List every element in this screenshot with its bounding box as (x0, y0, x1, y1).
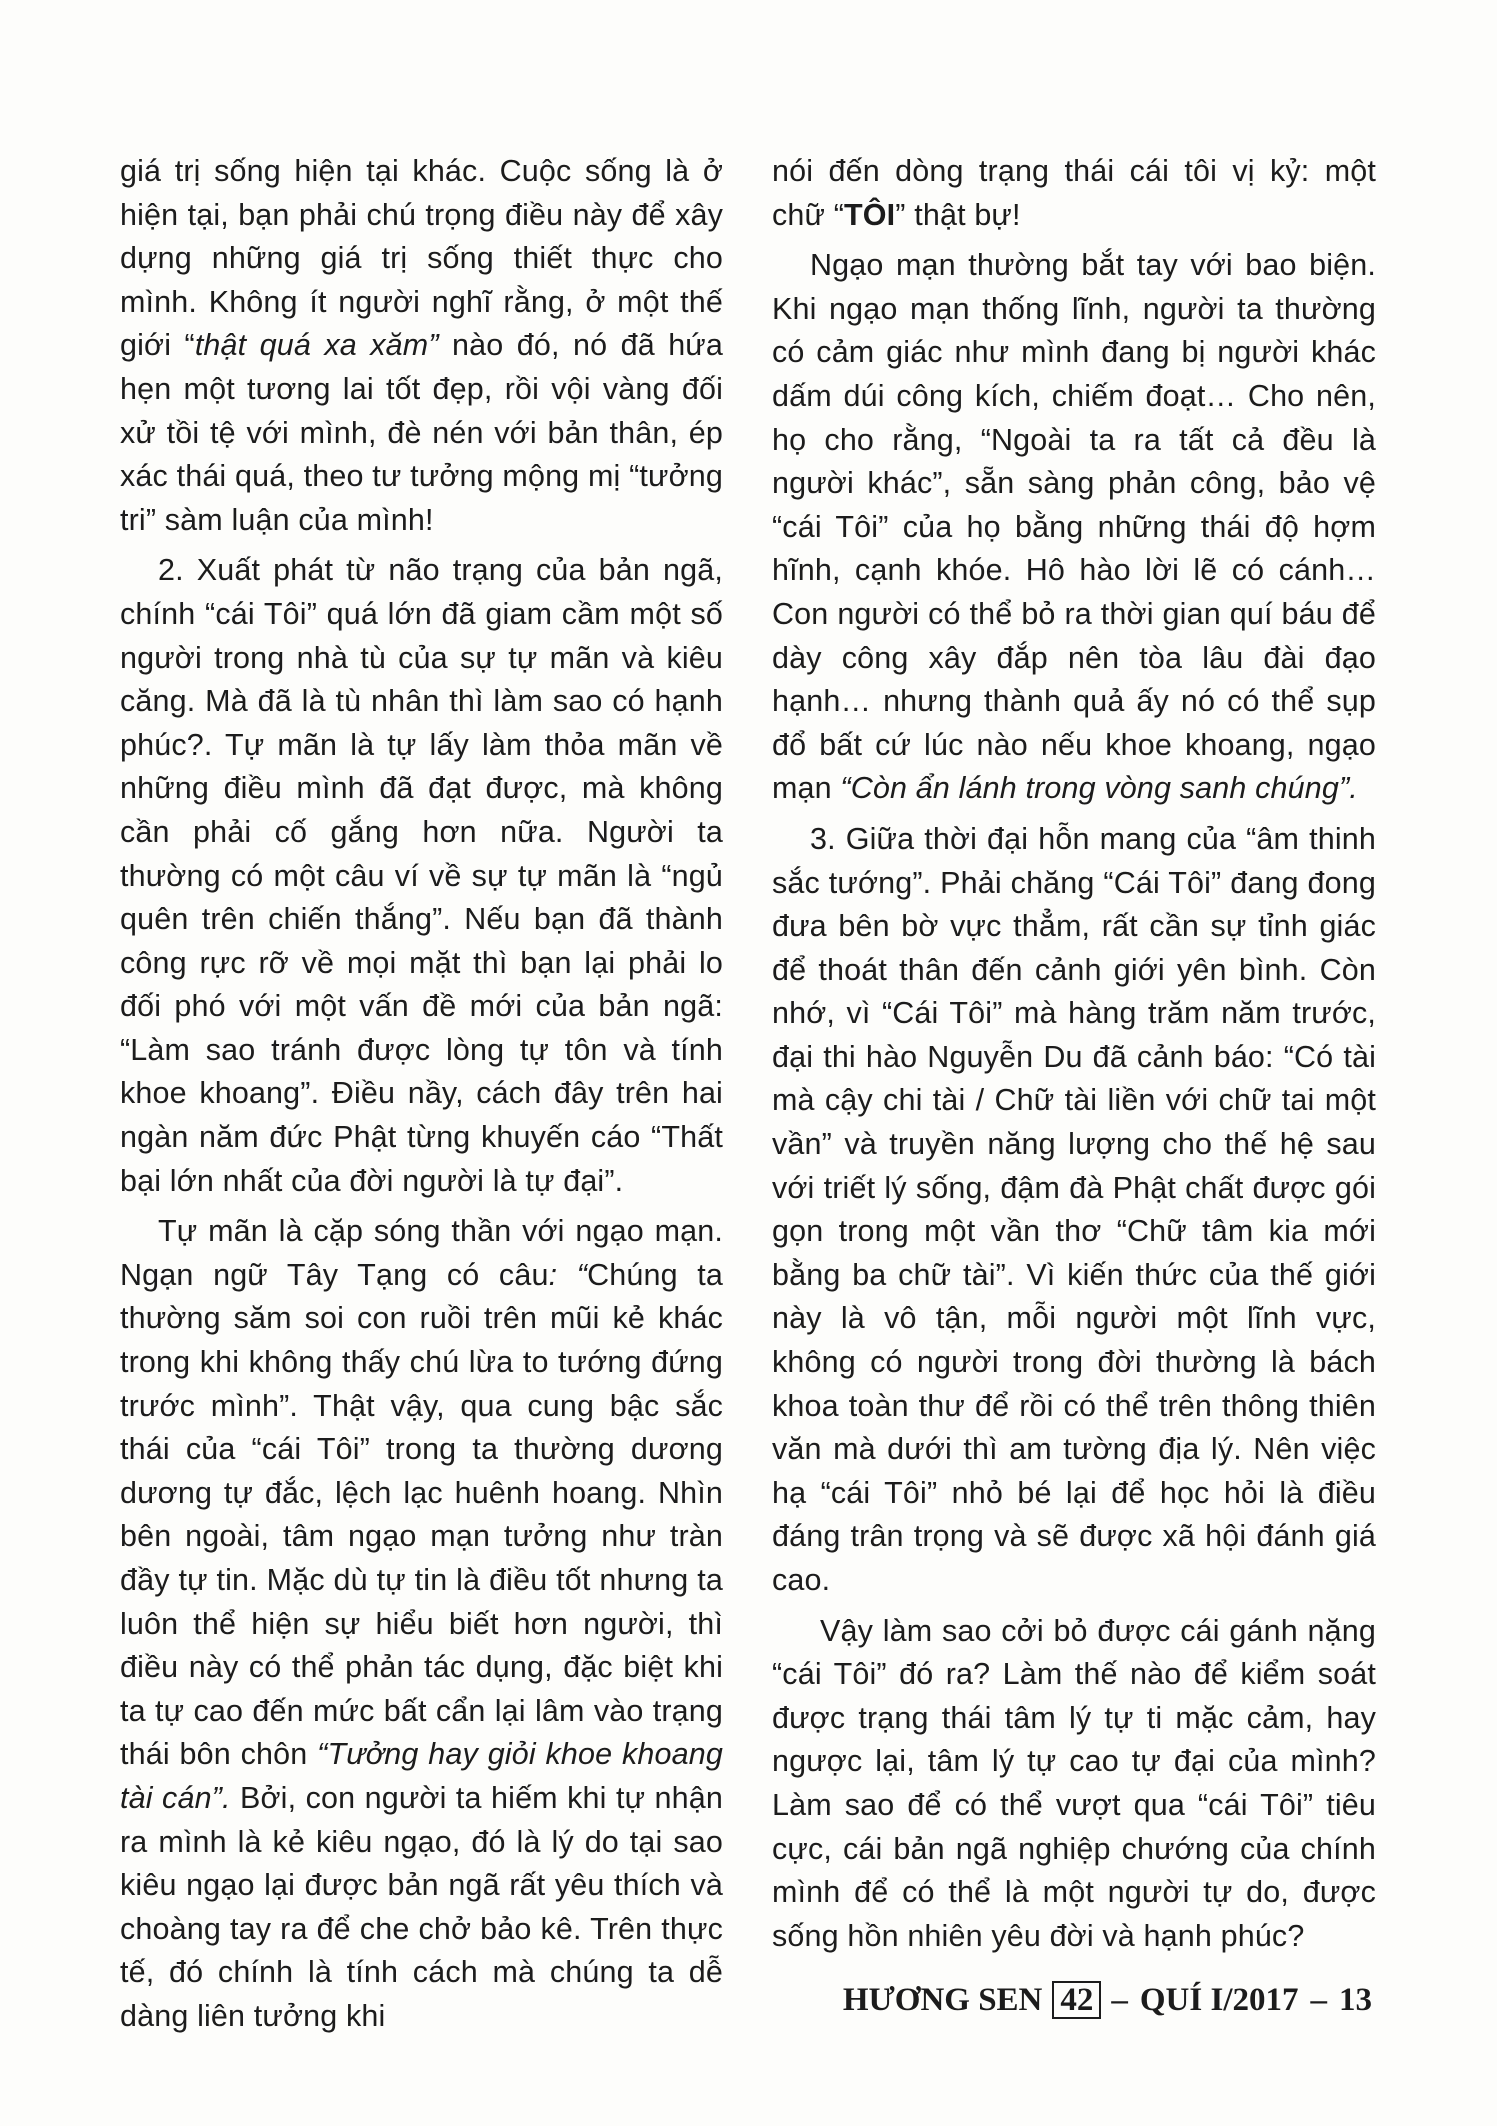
paragraph (772, 150, 1376, 237)
left-column (120, 150, 723, 2046)
paragraph: Vậy làm sao cởi bỏ được cái gánh nặng “cái Tôi” đó ra? Làm thế nào để kiểm soát được trạng thái tâm lý tự ti mặc cảm, hay ngược lại, tâm lý tự cao tự đại của mình? Làm sao để có thể vượt qua “cái Tôi” tiêu cực, cái bản ngã nghiệp chướng của chính mình để có thể là một người tự do, được sống hồn nhiên yêu đời và hạnh phúc? (772, 1613, 1376, 1953)
italic-text: “Tưởng hay giỏi khoe khoang tài cán”. (120, 1737, 723, 1815)
page-number: 13 (1339, 1982, 1372, 2018)
issue-period: QUÍ I/2017 (1139, 1982, 1299, 2018)
paragraph (772, 244, 1376, 811)
paragraph: 3. Giữa thời đại hỗn mang của “âm thinh sắc tướng”. Phải chăng “Cái Tôi” đang đong đưa bên bờ vực thẳm, rất cần sự tỉnh giác để thoát thân đến cảnh giới yên bình. Còn nhớ, vì “Cái Tôi” mà hàng trăm năm trước, đại thi hào Nguyễn Du đã cảnh báo: “Có tài mà cậy chi tài / Chữ tài liền với chữ tai một vần” và truyền năng lượng cho thế hệ sau với triết lý sống, đậm đà Phật chất được gói gọn trong một vần thơ “Chữ tâm kia mới bằng ba chữ tài”. Vì kiến thức của thế giới này là vô tận, mỗi người một lĩnh vực, không có người trong đời thường là bách khoa toàn thư để rồi có thể trên thông thiên văn mà dưới thì am tường địa lý. Nên việc hạ “cái Tôi” nhỏ bé lại để học hỏi là điều đáng trân trọng và sẽ được xã hội đánh giá cao. (772, 821, 1376, 1597)
bold-text: TÔI (844, 197, 896, 232)
text-run: Tự mãn là cặp sóng thần với ngạo mạn. Ngạn ngữ Tây Tạng có câu (120, 1214, 723, 1292)
dash: – (1111, 1982, 1128, 2018)
paragraph (120, 150, 723, 542)
paragraph (120, 1210, 723, 2038)
text-run: Chúng ta thường săm soi con ruồi trên mũi kẻ khác trong khi không thấy chú lừa to tướng đứng trước mình”. Thật vậy, qua cung bậc sắc thái của “cái Tôi” trong ta thường dương dương tự đắc, lệch lạc huênh hoang. Nhìn bên ngoài, tâm ngạo mạn tưởng như tràn đầy tự tin. Mặc dù tự tin là điều tốt nhưng ta luôn thể hiện sự hiểu biết hơn người, thì điều này có thể phản tác dụng, đặc biệt khi ta tự cao đến mức bất cẩn lại lâm vào trạng thái bôn chôn (120, 1257, 723, 1772)
dash: – (1310, 1982, 1327, 2018)
text-run: ” thật bự! (895, 197, 1021, 232)
text-run: nào đó, nó đã hứa hẹn một tương lai tốt đẹp, rồi vội vàng đối xử tồi tệ với mình, đè nén với bản thân, ép xác thái quá, theo tư tưởng mộng mị “tưởng tri” sàm luận của mình! (120, 328, 723, 537)
paragraph: 2. Xuất phát từ não trạng của bản ngã, chính “cái Tôi” quá lớn đã giam cầm một số người trong nhà tù của sự tự mãn và kiêu căng. Mà đã là tù nhân thì làm sao có hạnh phúc?. Tự mãn là tự lấy làm thỏa mãn về những điều mình đã đạt được, mà không cần phải cố gắng hơn nữa. Người ta thường có một câu ví về sự tự mãn là “ngủ quên trên chiến thắng”. Nếu bạn đã thành công rực rỡ về mọi mặt thì bạn lại phải lo đối phó với một vấn đề mới của bản ngã: “Làm sao tránh được lòng tự tôn và tính khoe khoang”. Điều nầy, cách đây trên hai ngàn năm đức Phật từng khuyến cáo “Thất bại lớn nhất của đời người là tự đại”. (120, 553, 723, 1198)
page-footer (843, 1980, 1372, 2020)
italic-text: thật quá xa xăm” (194, 328, 439, 363)
issue-number: 42 (1052, 1981, 1101, 2019)
text-run: Ngạo mạn thường bắt tay với bao biện. Khi ngạo mạn thống lĩnh, người ta thường có cảm giác như mình đang bị người khác dấm dúi công kích, chiếm đoạt… Cho nên, họ cho rằng, “Ngoài ta ra tất cả đều là người khác”, sẵn sàng phản công, bảo vệ “cái Tôi” của họ bằng những thái độ hợm hĩnh, cạnh khóe. Hô hào lời lẽ có cánh… Con người có thể bỏ ra thời gian quí báu để dày công xây đắp nên tòa lâu đài đạo hạnh… nhưng thành quả ấy nó có thể sụp đổ bất cứ lúc nào nếu khoe khoang, ngạo mạn (772, 248, 1376, 806)
text-run: nói đến dòng trạng thái cái tôi vị kỷ: một chữ “ (772, 154, 1376, 232)
text-run: giá trị sống hiện tại khác. Cuộc sống là ở hiện tại, bạn phải chú trọng điều này để xây dựng những giá trị sống thiết thực cho mình. Không ít người nghĩ rằng, ở một thế giới “ (120, 154, 723, 363)
right-column (772, 150, 1376, 1965)
italic-text: : “ (548, 1257, 588, 1292)
text-run: Bởi, con người ta hiếm khi tự nhận ra mình là kẻ kiêu ngạo, đó là lý do tại sao kiêu ngạo lại được bản ngã rất yêu thích và choàng tay ra để che chở bảo kê. Trên thực tế, đó chính là tính cách mà chúng ta dễ dàng liên tưởng khi (120, 1780, 723, 2033)
magazine-title: HƯƠNG SEN (842, 1982, 1043, 2018)
italic-text: “Còn ẩn lánh trong vòng sanh chúng”. (840, 771, 1358, 806)
